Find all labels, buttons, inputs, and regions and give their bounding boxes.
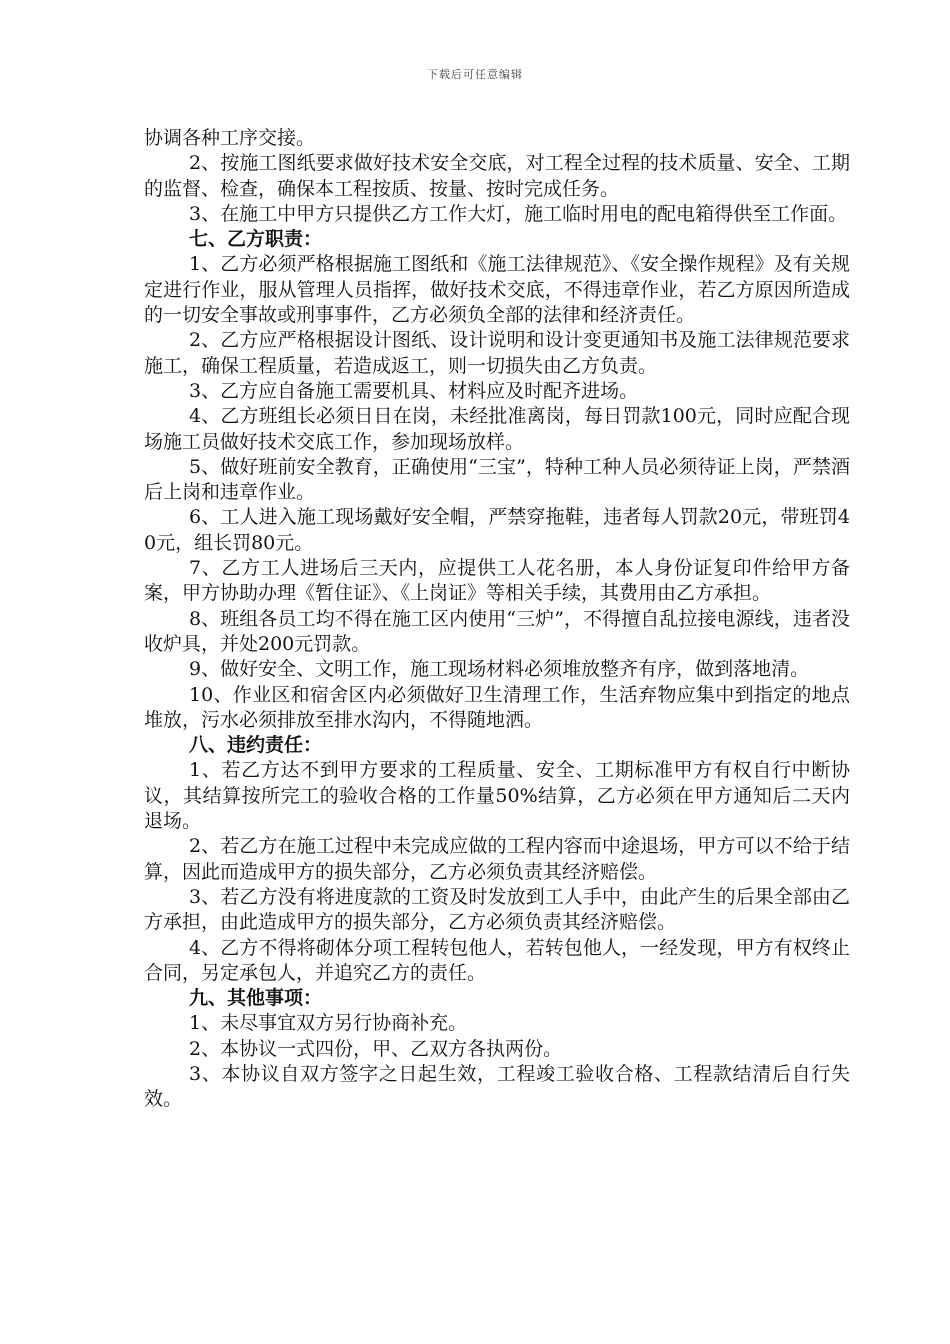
paragraph: 协调各种工序交接。 [144,127,316,149]
paragraph: 2、若乙方在施工过程中未完成应做的工程内容而中途退场，甲方可以不给于结算，因此而造成甲方的损失部分，乙方必须负责其经济赔偿。 [144,835,850,883]
paragraph: 3、本协议自双方签字之日起生效，工程竣工验收合格、工程款结清后自行失效。 [144,1062,850,1111]
paragraph: 4、乙方不得将砌体分项工程转包他人，若转包他人，一经发现，甲方有权终止合同，另定承包人，并追究乙方的责任。 [144,936,850,984]
paragraph: 7、乙方工人进场后三天内，应提供工人花名册，本人身份证复印件给甲方备案，甲方协助办理《暂住证》、《上岗证》等相关手续，其费用由乙方承担。 [144,557,850,605]
paragraph: 3、在施工中甲方只提供乙方工作大灯，施工临时用电的配电箱得供至工作面。 [189,202,848,225]
paragraph: 10、作业区和宿舍区内必须做好卫生清理工作，生活弃物应集中到指定的地点堆放，污水必须排放至排水沟内，不得随地洒。 [144,683,850,731]
paragraph: 1、若乙方达不到甲方要求的工程质量、安全、工期标准甲方有权自行中断协议，其结算按所完工的验收合格的工作量50%结算，乙方必须在甲方通知后二天内退场。 [144,759,850,833]
paragraph: 4、乙方班组长必须日日在岗，未经批准离岗，每日罚款100元，同时应配合现场施工员做好技术交底工作，参加现场放样。 [144,405,850,453]
paragraph: 8、班组各员工均不得在施工区内使用“三炉”，不得擅自乱拉接电源线，违者没收炉具，并处200元罚款。 [144,607,850,655]
section-heading: 七、乙方职责： [189,228,323,251]
paragraph: 3、若乙方没有将进度款的工资及时发放到工人手中，由此产生的后果全部由乙方承担，由此造成甲方的损失部分，乙方必须负责其经济赔偿。 [144,885,850,934]
paragraph: 5、做好班前安全教育，正确使用“三宝”，特种工种人员必须待证上岗，严禁酒后上岗和违章作业。 [144,455,850,504]
paragraph: 2、本协议一式四份，甲、乙双方各执两份。 [189,1037,563,1060]
paragraph: 1、未尽事宜双方另行协商补充。 [189,1012,468,1035]
paragraph: 9、做好安全、文明工作，施工现场材料必须堆放整齐有序，做到落地清。 [189,658,810,681]
paragraph: 2、乙方应严格根据设计图纸、设计说明和设计变更通知书及施工法律规范要求施工，确保工程质量，若造成返工，则一切损失由乙方负责。 [144,329,850,377]
section-heading: 九、其他事项： [189,987,323,1010]
paragraph: 1、乙方必须严格根据施工图纸和《施工法律规范》、《安全操作规程》及有关规定进行作业，服从管理人员指挥，做好技术交底，不得违章作业，若乙方原因所造成的一切安全事故或刑事事件，乙方必须负全部的法律和经济责任。 [144,253,850,327]
paragraph: 6、工人进入施工现场戴好安全帽，严禁穿拖鞋，违者每人罚款20元，带班罚40元，组长罚80元。 [144,506,850,554]
paragraph: 3、乙方应自备施工需要机具、材料应及时配齐进场。 [189,379,639,402]
page-header: 下载后可任意编辑 [427,68,523,81]
paragraph: 2、按施工图纸要求做好技术安全交底，对工程全过程的技术质量、安全、工期的监督、检查，确保本工程按质、按量、按时完成任务。 [144,152,850,200]
section-heading: 八、违约责任： [189,734,323,757]
document-body [144,126,850,1113]
